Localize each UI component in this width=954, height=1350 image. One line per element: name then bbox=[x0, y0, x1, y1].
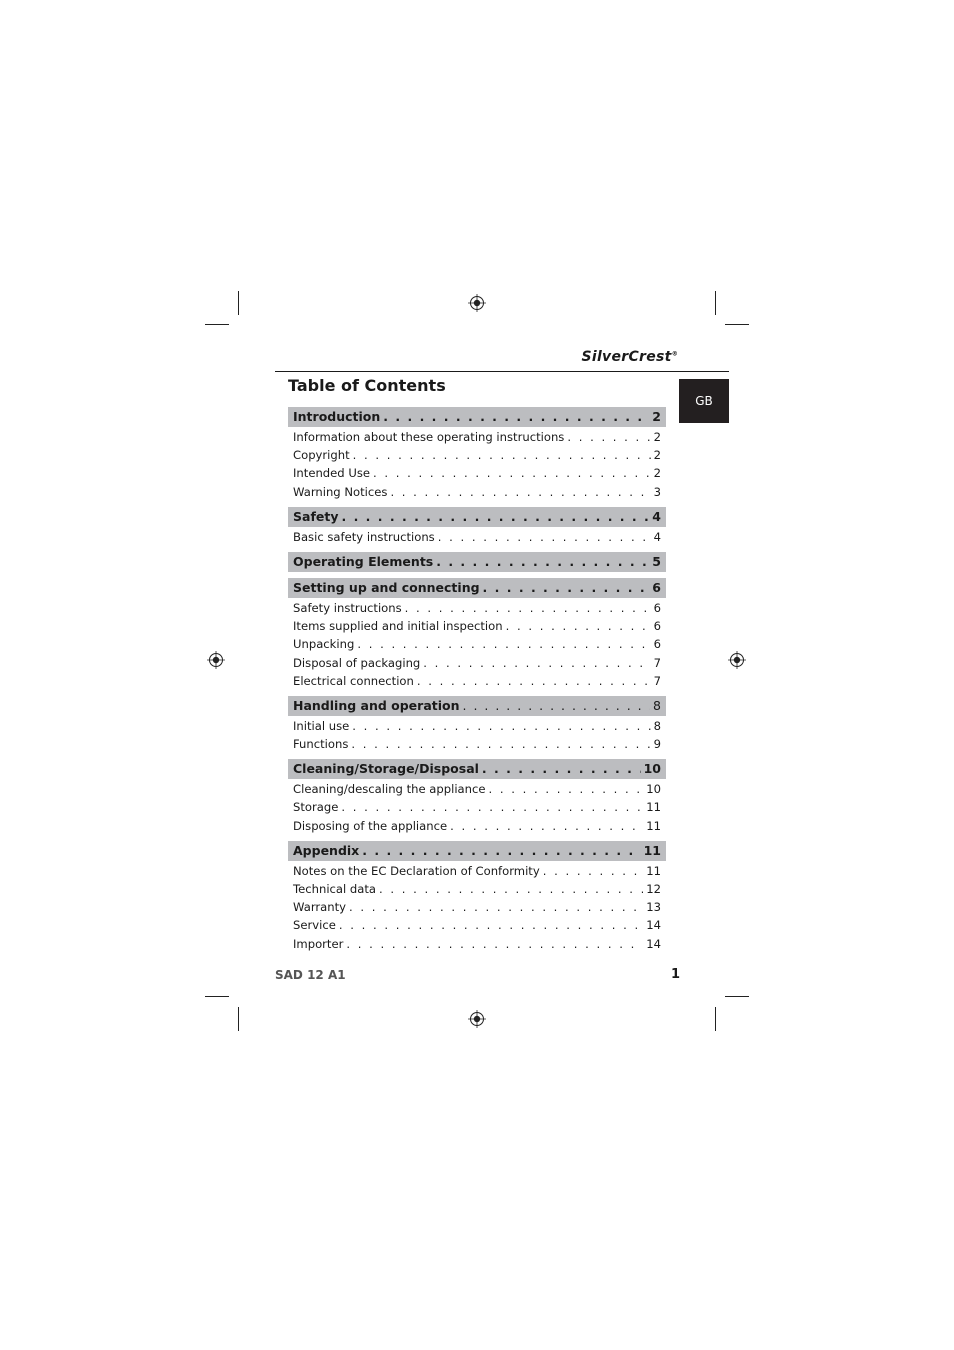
language-tab bbox=[679, 379, 729, 423]
crop-mark bbox=[238, 1007, 239, 1031]
toc-entry-title: Copyright bbox=[293, 448, 350, 463]
dot-leader bbox=[423, 654, 650, 672]
dot-leader bbox=[362, 841, 640, 861]
toc-entry-title: Basic safety instructions bbox=[293, 529, 435, 544]
toc-entry-page: 9 bbox=[653, 737, 661, 752]
toc-entry[interactable] bbox=[288, 916, 666, 934]
toc-entry-page: 12 bbox=[646, 882, 661, 896]
toc-section-page: 10 bbox=[643, 761, 661, 777]
toc-entry-page: 2 bbox=[653, 466, 661, 481]
toc-section bbox=[288, 696, 666, 753]
toc-entry-title: Items supplied and initial inspection bbox=[293, 619, 503, 634]
toc-section-title: Appendix bbox=[293, 842, 360, 858]
toc-entry[interactable] bbox=[288, 935, 666, 953]
toc-entry-page: 11 bbox=[646, 800, 661, 815]
toc-entry[interactable] bbox=[288, 672, 666, 690]
dot-leader bbox=[543, 862, 644, 880]
toc-section-title: Cleaning/Storage/Disposal bbox=[293, 761, 479, 777]
dot-leader bbox=[405, 599, 651, 617]
toc-section bbox=[288, 552, 666, 572]
dot-leader bbox=[438, 528, 651, 546]
dot-leader bbox=[341, 507, 649, 527]
dot-leader bbox=[357, 635, 650, 653]
toc-entry-title: Functions bbox=[293, 737, 349, 752]
dot-leader bbox=[436, 552, 649, 572]
toc-entry-page: 2 bbox=[653, 448, 661, 463]
toc-section-heading[interactable] bbox=[288, 841, 666, 861]
toc-entry[interactable] bbox=[288, 528, 666, 546]
dot-leader bbox=[390, 483, 650, 501]
toc-entry[interactable] bbox=[288, 798, 666, 816]
toc-section bbox=[288, 578, 666, 690]
toc-section-heading[interactable] bbox=[288, 696, 666, 716]
dot-leader bbox=[506, 617, 651, 635]
toc-section-title: Handling and operation bbox=[293, 697, 460, 713]
dot-leader bbox=[373, 464, 651, 482]
toc-entry-page: 7 bbox=[653, 673, 661, 688]
toc-entry-title: Importer bbox=[293, 936, 344, 951]
toc-entry-title: Service bbox=[293, 918, 336, 933]
crop-mark bbox=[725, 996, 749, 997]
toc-entry[interactable] bbox=[288, 880, 666, 898]
toc-entry-page: 6 bbox=[653, 600, 661, 615]
language-tab-label: GB bbox=[695, 394, 713, 408]
toc-entry-title: Cleaning/descaling the appliance bbox=[293, 782, 486, 797]
model-number: SAD 12 A1 bbox=[275, 968, 346, 982]
toc-section-title: Setting up and connecting bbox=[293, 579, 480, 595]
toc-entry[interactable] bbox=[288, 483, 666, 501]
crop-mark bbox=[205, 996, 229, 997]
toc-entry[interactable] bbox=[288, 464, 666, 482]
toc-entry-page: 10 bbox=[646, 782, 661, 797]
toc-entry-page: 14 bbox=[646, 936, 661, 951]
dot-leader bbox=[341, 798, 643, 816]
toc-section-page: 4 bbox=[652, 508, 661, 524]
toc-entry[interactable] bbox=[288, 780, 666, 798]
toc-entry-title: Notes on the EC Declaration of Conformity bbox=[293, 863, 540, 878]
brand-logo: SilverCrest® bbox=[581, 349, 678, 365]
toc-section-heading[interactable] bbox=[288, 759, 666, 779]
registration-mark-icon bbox=[468, 1010, 486, 1028]
crop-mark bbox=[725, 324, 749, 325]
toc-entry[interactable] bbox=[288, 446, 666, 464]
dot-leader bbox=[489, 780, 644, 798]
dot-leader bbox=[450, 817, 643, 835]
toc-entry[interactable] bbox=[288, 817, 666, 835]
toc-entry[interactable] bbox=[288, 599, 666, 617]
toc-entry-title: Disposal of packaging bbox=[293, 655, 421, 670]
dot-leader bbox=[379, 880, 643, 898]
registration-mark-icon bbox=[468, 294, 486, 312]
toc-entry[interactable] bbox=[288, 635, 666, 653]
toc-section bbox=[288, 759, 666, 835]
toc-section-title: Safety bbox=[293, 508, 339, 524]
toc-entry-title: Warning Notices bbox=[293, 484, 388, 499]
page-title: Table of Contents bbox=[288, 376, 446, 395]
registration-mark-icon bbox=[728, 651, 746, 669]
toc-entry-page: 2 bbox=[653, 430, 661, 444]
toc-entry-title: Disposing of the appliance bbox=[293, 818, 448, 833]
toc-section-page: 5 bbox=[652, 553, 661, 569]
toc-section bbox=[288, 507, 666, 546]
toc-entry-page: 14 bbox=[646, 918, 661, 933]
toc-entry[interactable] bbox=[288, 898, 666, 916]
toc-entry-title: Intended Use bbox=[293, 466, 370, 481]
dot-leader bbox=[383, 407, 649, 427]
toc-entry-title: Warranty bbox=[293, 900, 347, 915]
toc-entry-title: Initial use bbox=[293, 718, 350, 733]
toc-section-heading[interactable] bbox=[288, 407, 666, 427]
toc-section-heading[interactable] bbox=[288, 507, 666, 527]
dot-leader bbox=[482, 759, 641, 779]
dot-leader bbox=[417, 672, 651, 690]
toc-section-heading[interactable] bbox=[288, 578, 666, 598]
page-number: 1 bbox=[671, 967, 681, 982]
crop-mark bbox=[715, 1007, 716, 1031]
toc-entry-page: 11 bbox=[646, 863, 661, 878]
toc-entry-page: 7 bbox=[653, 655, 661, 670]
crop-mark bbox=[238, 291, 239, 315]
toc-section-page: 11 bbox=[643, 842, 661, 858]
toc-entry-page: 11 bbox=[646, 818, 661, 833]
dot-leader bbox=[352, 717, 650, 735]
dot-leader bbox=[483, 578, 650, 598]
toc-entry-page: 13 bbox=[646, 900, 661, 915]
toc-entry-page: 6 bbox=[653, 619, 661, 634]
crop-mark bbox=[205, 324, 229, 325]
toc-entry[interactable] bbox=[288, 717, 666, 735]
toc-section bbox=[288, 407, 666, 501]
toc-entry-title: Unpacking bbox=[293, 637, 355, 652]
toc-entry-page: 8 bbox=[653, 718, 661, 733]
header-rule bbox=[275, 371, 729, 372]
toc-section-page: 6 bbox=[652, 579, 661, 595]
toc-entry-title: Technical data bbox=[293, 882, 377, 896]
dot-leader bbox=[567, 428, 650, 446]
dot-leader bbox=[353, 446, 651, 464]
toc-section-page: 2 bbox=[652, 409, 661, 424]
dot-leader bbox=[463, 696, 651, 716]
toc-entry[interactable] bbox=[288, 735, 666, 753]
toc-section-page: 8 bbox=[653, 697, 661, 713]
toc-section bbox=[288, 841, 666, 953]
dot-leader bbox=[339, 916, 643, 934]
toc-entry[interactable] bbox=[288, 617, 666, 635]
toc-entry-title: Safety instructions bbox=[293, 600, 402, 615]
toc-section-title: Introduction bbox=[293, 409, 381, 424]
toc-entry-page: 4 bbox=[653, 529, 661, 544]
toc-entry-page: 6 bbox=[653, 637, 661, 652]
toc-entry-title: Information about these operating instructions bbox=[293, 430, 565, 444]
dot-leader bbox=[351, 735, 650, 753]
toc-section-title: Operating Elements bbox=[293, 553, 434, 569]
toc-entry[interactable] bbox=[288, 428, 666, 446]
table-of-contents bbox=[288, 407, 666, 959]
toc-entry[interactable] bbox=[288, 654, 666, 672]
toc-entry[interactable] bbox=[288, 862, 666, 880]
toc-entry-title: Electrical connection bbox=[293, 673, 414, 688]
toc-entry-title: Storage bbox=[293, 800, 339, 815]
dot-leader bbox=[346, 935, 643, 953]
dot-leader bbox=[349, 898, 643, 916]
toc-section-heading[interactable] bbox=[288, 552, 666, 572]
registration-mark-icon bbox=[207, 651, 225, 669]
crop-mark bbox=[715, 291, 716, 315]
toc-entry-page: 3 bbox=[653, 484, 661, 499]
